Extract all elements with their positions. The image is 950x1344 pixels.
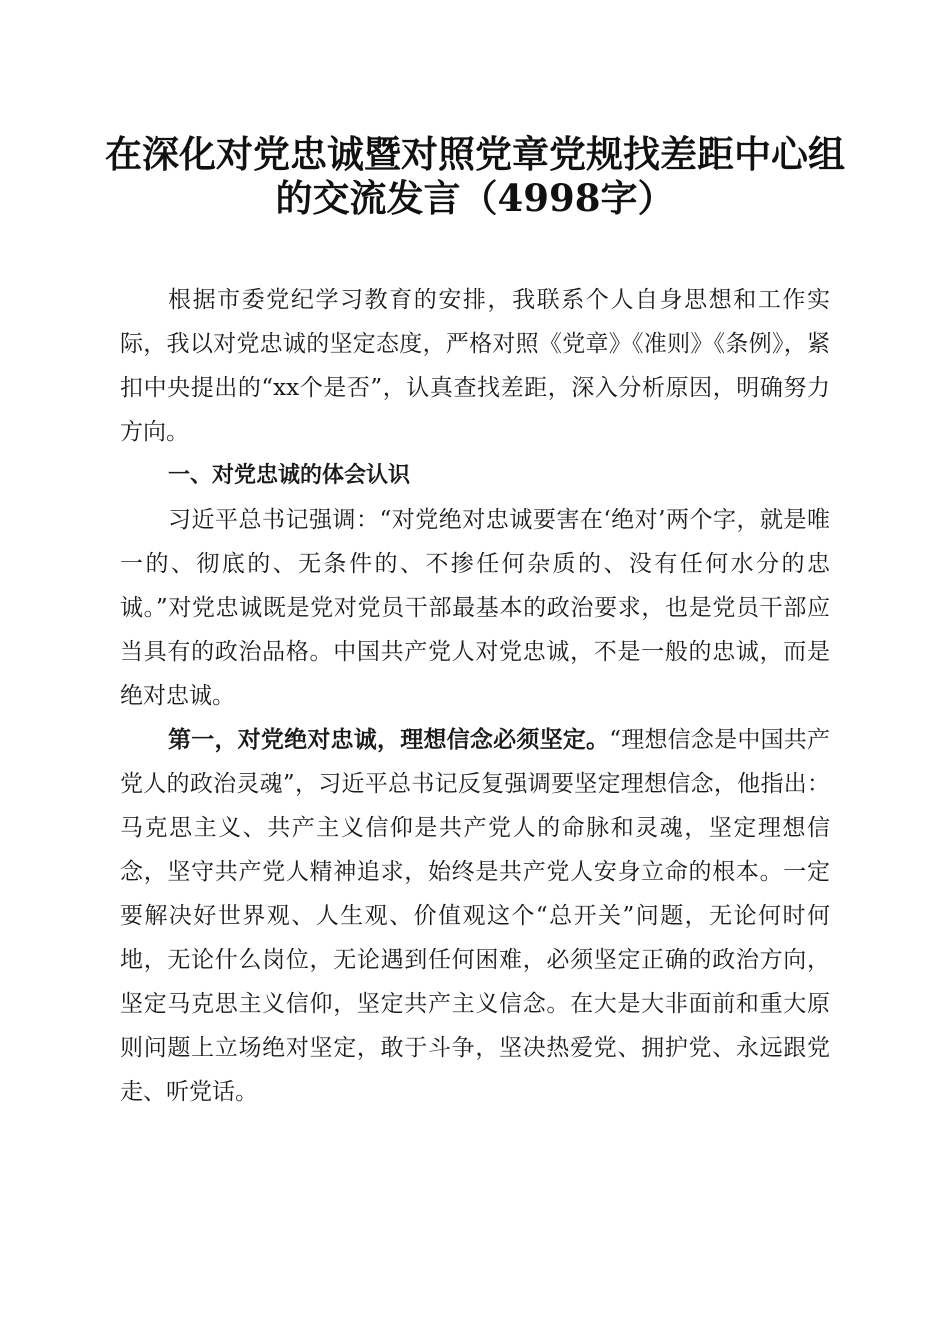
section-heading-1: 一、对党忠诚的体会认识 [168, 463, 411, 488]
intro-paragraph: 根据市委党纪学习教育的安排，我联系个人自身思想和工作实际，我以对党忠诚的坚定态度，严格对照《党章》《准则》《条例》，紧扣中央提出的“xx个是否”，认真查找差距，深入分析原因，明确努力方向。 [120, 287, 830, 445]
point-one-paragraph [120, 718, 830, 1114]
point-one-lead: 第一，对党绝对忠诚，理想信念必须坚定。 [168, 726, 610, 753]
document-body [120, 278, 830, 1114]
title-line-1: 在深化对党忠诚暨对照党章党规找差距中心组 [105, 132, 845, 176]
quote-paragraph: 习近平总书记强调：“对党绝对忠诚要害在‘绝对’两个字，就是唯一的、彻底的、无条件的、不掺任何杂质的、没有任何水分的忠诚。”对党忠诚既是党对党员干部最基本的政治要求，也是党员干部应当具有的政治品格。中国共产党人对党忠诚，不是一般的忠诚，而是绝对忠诚。 [120, 507, 830, 709]
title-line-2: 的交流发言（4998字） [275, 176, 675, 220]
document-title [100, 132, 850, 220]
point-one-text: “理想信念是中国共产党人的政治灵魂”，习近平总书记反复强调要坚定理想信念，他指出：马克思主义、共产主义信仰是共产党人的命脉和灵魂，坚定理想信念，坚守共产党人精神追求，始终是共产党人安身立命的根本。一定要解决好世界观、人生观、价值观这个“总开关”问题，无论何时何地，无论什么岗位，无论遇到任何困难，必须坚定正确的政治方向，坚定马克思主义信仰，坚定共产主义信念。在大是大非面前和重大原则问题上立场绝对坚定，敢于斗争，坚决热爱党、拥护党、永远跟党走、听党话。 [120, 727, 830, 1105]
